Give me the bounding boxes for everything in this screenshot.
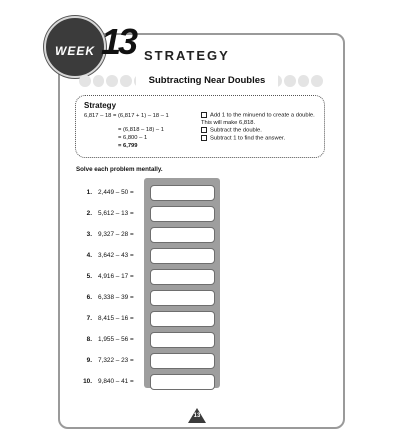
answer-box[interactable] [150,353,215,369]
checkbox-icon [201,127,207,133]
strategy-box-title: Strategy [84,101,117,110]
problem-row: 6. 6,338 – 39 = [86,294,134,301]
problem-row: 1. 2,449 – 50 = [86,189,134,196]
problem-row: 5. 4,916 – 17 = [86,273,134,280]
checkbox-icon [201,135,207,141]
problem-row: 8. 1,955 – 56 = [86,336,134,343]
week-label: WEEK [55,44,95,58]
week-number: 13 [101,21,136,62]
problem-row: 10. 9,840 – 41 = [83,378,134,385]
answer-box[interactable] [150,227,215,243]
answer-box[interactable] [150,332,215,348]
problem-row: 3. 9,327 – 28 = [86,231,134,238]
equation-answer: = 6,799 [118,143,138,149]
strategy-tip: Add 1 to the minuend to create a double. This will make 6,818. [201,112,315,126]
section-title: STRATEGY [144,48,230,63]
equation-line: 6,817 – 18 = (6,817 + 1) – 18 – 1 [84,113,169,119]
answer-box[interactable] [150,311,215,327]
answer-box[interactable] [150,269,215,285]
answer-box[interactable] [150,206,215,222]
problem-row: 7. 8,415 – 16 = [86,315,134,322]
answer-box[interactable] [150,374,215,390]
strategy-tip: Subtract the double. [201,127,321,135]
instruction: Solve each problem mentally. [76,166,163,173]
page-subtitle: Subtracting Near Doubles [136,73,278,89]
equation-line: = 6,800 – 1 [118,135,148,141]
week-badge [44,16,106,78]
equation-line: = (6,818 – 18) – 1 [118,127,164,133]
strategy-box [75,95,325,158]
problem-row: 2. 5,612 – 13 = [86,210,134,217]
answer-box[interactable] [150,290,215,306]
strategy-tip: Subtract 1 to find the answer. [201,135,321,143]
answer-box[interactable] [150,248,215,264]
problem-row: 9. 7,322 – 23 = [86,357,134,364]
page-number: 13 [193,413,201,419]
checkbox-icon [201,112,207,118]
problem-row: 4. 3,642 – 43 = [86,252,134,259]
answer-box[interactable] [150,185,215,201]
